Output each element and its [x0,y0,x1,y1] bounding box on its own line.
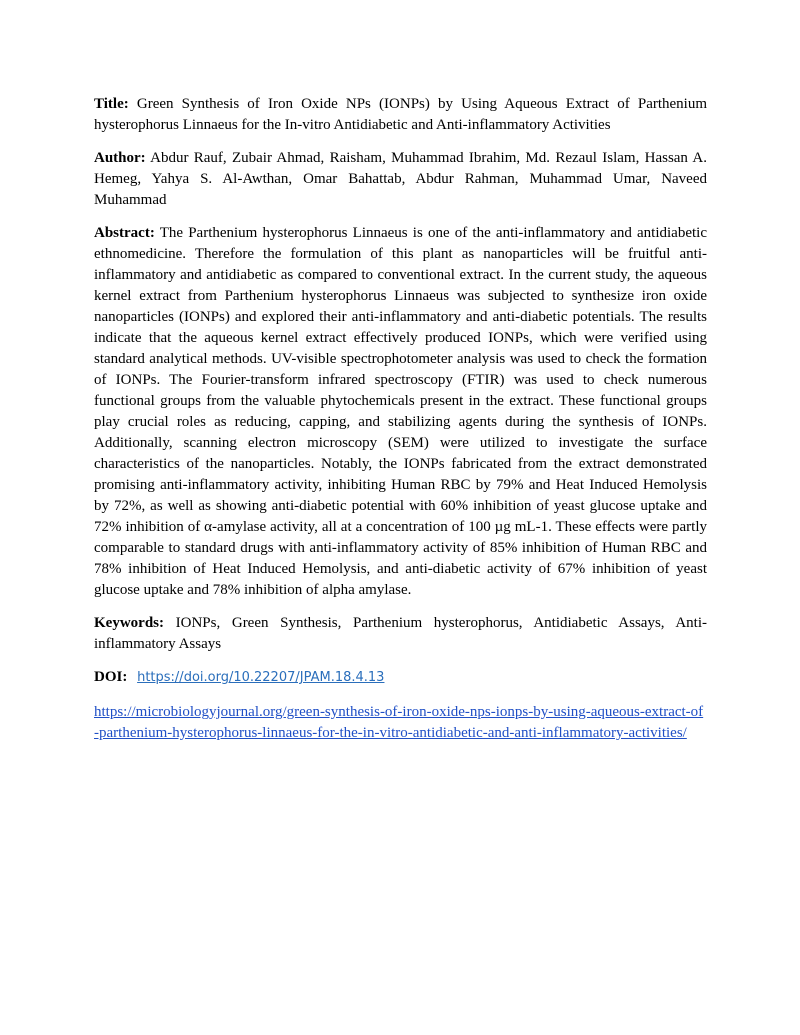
abstract-paragraph [94,223,707,601]
keywords-text: IONPs, Green Synthesis, Parthenium hysterophorus, Antidiabetic Assays, Anti-inflammatory Assays [94,615,708,652]
title-text: Green Synthesis of Iron Oxide NPs (IONPs) by Using Aqueous Extract of Parthenium hysterophorus Linnaeus for the In-vitro Antidiabetic and Anti-inflammatory Activities [94,96,708,133]
title-paragraph [94,94,707,136]
document-page [94,94,707,756]
author-label: Author: [94,150,146,166]
doi-label: DOI: [94,669,128,685]
keywords-paragraph [94,613,707,655]
keywords-label: Keywords: [94,615,164,631]
abstract-label: Abstract: [94,225,155,241]
doi-link[interactable]: https://doi.org/10.22207/JPAM.18.4.13 [137,670,385,685]
doi-paragraph [94,667,707,688]
author-text: Abdur Rauf, Zubair Ahmad, Raisham, Muhammad Ibrahim, Md. Rezaul Islam, Hassan A. Hemeg, Yahya S. Al-Awthan, Omar Bahattab, Abdur Rahman, Muhammad Umar, Naveed Muhammad [94,150,707,208]
title-label: Title: [94,96,129,112]
article-url-link[interactable]: https://microbiologyjournal.org/green-synthesis-of-iron-oxide-nps-ionps-by-using-aqueous-extract-of-parthenium-hysterophorus-linnaeus-for-the-in-vitro-antidiabetic-and-anti-inflammatory-activities/ [94,704,704,741]
abstract-text: The Parthenium hysterophorus Linnaeus is one of the anti-inflammatory and antidiabetic ethnomedicine. Therefore the formulation of this plant as nanoparticles will be fruitful anti-inflammatory and antidiabetic as compared to conventional extract. In the current study, the aqueous kernel extract from Parthenium hysterophorus Linnaeus was subjected to synthesize iron oxide nanoparticles (IONPs) and explored their anti-inflammatory and anti-diabetic potentials. The results indicate that the aqueous kernel extract effectively produced IONPs, which were verified using standard analytical methods. UV-visible spectrophotometer analysis was used to check the formation of IONPs. The Fourier-transform infrared spectroscopy (FTIR) was used to check numerous functional groups from the valuable phytochemicals present in the extract. These functional groups play crucial roles as reducing, capping, and stabilizing agents during the synthesis of IONPs. Additionally, scanning electron microscopy (SEM) were utilized to investigate the surface characteristics of the nanoparticles. Notably, the IONPs fabricated from the extract demonstrated promising anti-inflammatory activity, inhibiting Human RBC by 79% and Heat Induced Hemolysis by 72%, as well as showing anti-diabetic potential with 60% inhibition of yeast glucose uptake and 72% inhibition of α-amylase activity, all at a concentration of 100 µg mL-1. These effects were partly comparable to standard drugs with anti-inflammatory activity of 85% inhibition of Human RBC and 78% inhibition of Heat Induced Hemolysis, and anti-diabetic activity of 67% inhibition of yeast glucose uptake and 78% inhibition of alpha amylase. [94,225,707,598]
article-url-paragraph [94,702,707,744]
author-paragraph [94,148,707,211]
